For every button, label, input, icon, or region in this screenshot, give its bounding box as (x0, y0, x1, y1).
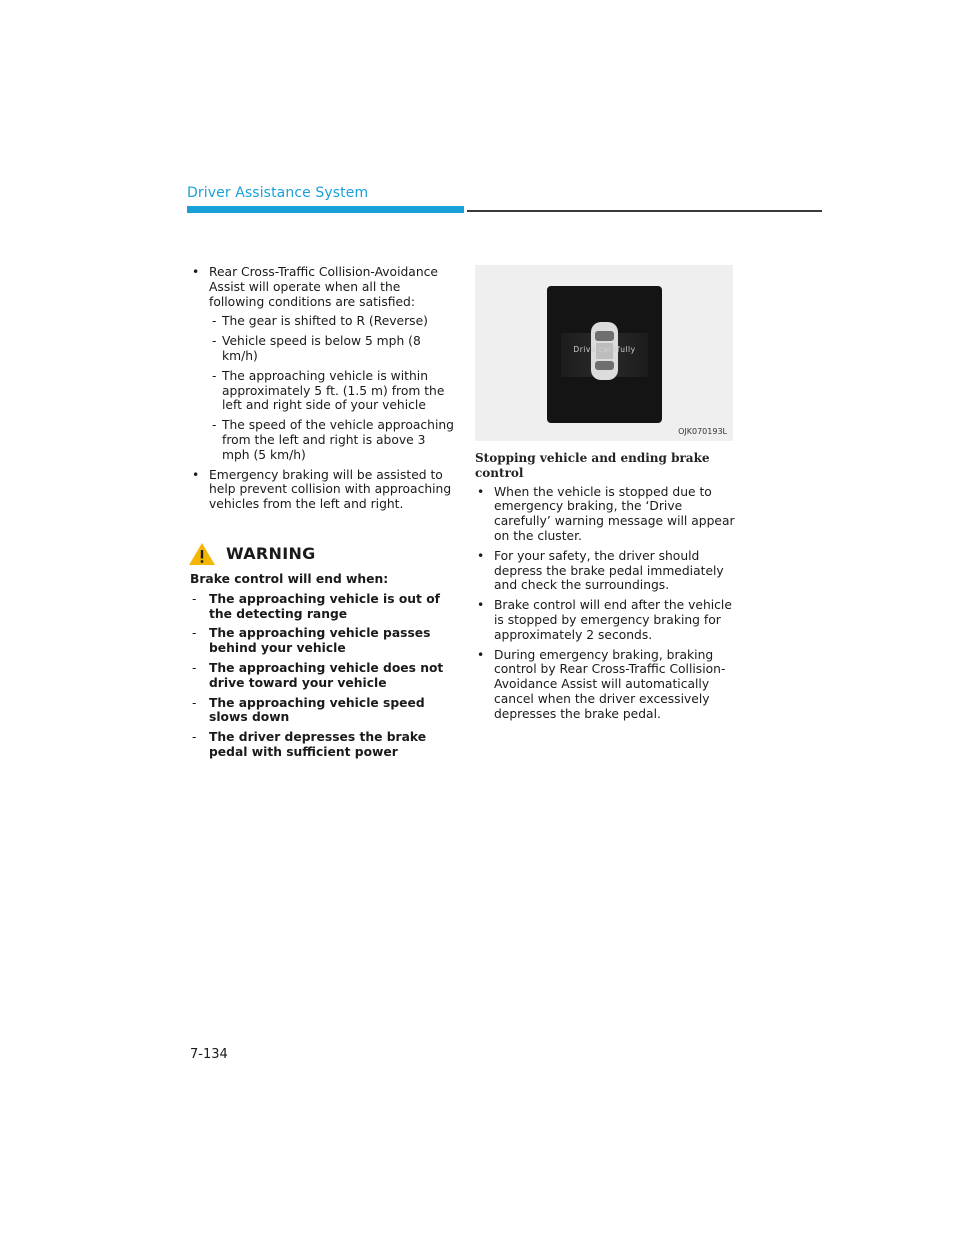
figure-code: OJK070193L (678, 427, 727, 437)
warning-item: - The approaching vehicle speed slows down (190, 696, 454, 726)
left-column (190, 265, 454, 765)
list-item: • For your safety, the driver should depress the brake pedal immediately and check the surroundings. (475, 549, 737, 593)
warning-item: - The approaching vehicle does not drive toward your vehicle (190, 661, 454, 691)
list-item: • When the vehicle is stopped due to emergency braking, the ‘Drive carefully’ warning message will appear on the cluster. (475, 485, 737, 544)
condition-item: - The gear is shifted to R (Reverse) (190, 314, 454, 329)
cluster-figure (475, 265, 733, 441)
screen-message: Drive carefully (573, 345, 636, 354)
page-number: 7-134 (190, 1047, 228, 1062)
list-item: • During emergency braking, braking control by Rear Cross-Traffic Collision-Avoidance Assist will automatically cancel when the driver excessively depresses the brake pedal. (475, 648, 737, 722)
cluster-screen (547, 286, 662, 423)
header-rule (467, 210, 822, 212)
warning-item: - The approaching vehicle passes behind your vehicle (190, 626, 454, 656)
header-accent-bar (187, 206, 464, 213)
condition-item: - The approaching vehicle is within approximately 5 ft. (1.5 m) from the left and right side of your vehicle (190, 369, 454, 413)
right-column (475, 265, 737, 727)
list-item: • Rear Cross-Traffic Collision-Avoidance Assist will operate when all the following conditions are satisfied: (190, 265, 454, 309)
section-title: Driver Assistance System (187, 185, 369, 201)
warning-label: WARNING (226, 543, 316, 563)
condition-item: - Vehicle speed is below 5 mph (8 km/h) (190, 334, 454, 364)
warning-triangle-icon (188, 542, 216, 566)
warning-item: - The driver depresses the brake pedal with sufficient power (190, 730, 454, 760)
list-item: • Emergency braking will be assisted to help prevent collision with approaching vehicles from the left and right. (190, 468, 454, 512)
condition-item: - The speed of the vehicle approaching from the left and right is above 3 mph (5 km/h) (190, 418, 454, 462)
list-item: • Brake control will end after the vehicle is stopped by emergency braking for approximately 2 seconds. (475, 598, 737, 642)
figure-caption: Stopping vehicle and ending brake control (475, 451, 710, 480)
warning-heading (190, 542, 454, 566)
warning-intro: Brake control will end when: (190, 571, 389, 586)
warning-item: - The approaching vehicle is out of the detecting range (190, 592, 454, 622)
